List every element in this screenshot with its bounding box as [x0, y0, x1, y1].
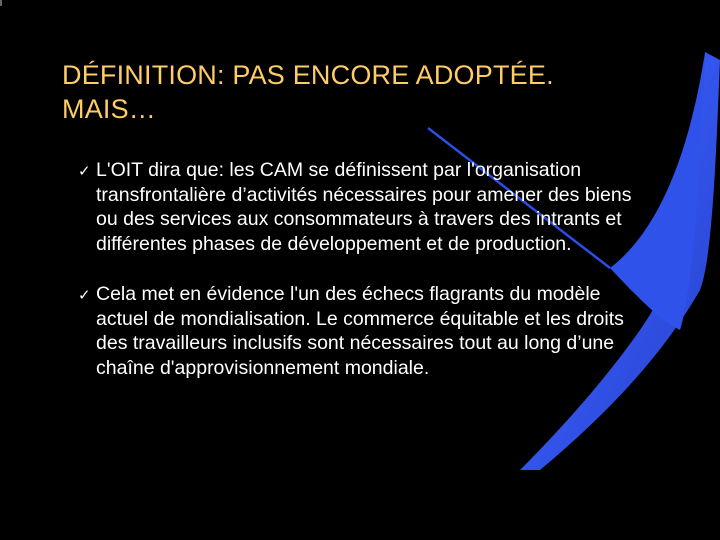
bullet-list — [78, 158, 642, 406]
slide-title-line2: MAIS… — [62, 94, 157, 124]
checkmark-icon: ✓ — [78, 287, 91, 304]
bullet-item-1 — [78, 158, 642, 256]
bullet-text-1: L'OIT dira que: les CAM se définissent par l'organisation transfrontalière d’activités nécessaires pour amener des biens ou des services aux consommateurs à travers des intrants et différentes phases de développement et de production. — [96, 159, 632, 255]
slide-title-line1: DÉFINITION: PAS ENCORE ADOPTÉE. — [62, 60, 554, 90]
slide-title — [62, 58, 662, 126]
corner-mark — [0, 0, 2, 6]
bullet-text-2: Cela met en évidence l'un des échecs flagrants du modèle actuel de mondialisation. Le commerce équitable et les droits des travailleurs inclusifs sont nécessaires tout au long d’une chaîne d'approvisionnement mondiale. — [96, 283, 624, 379]
checkmark-icon: ✓ — [78, 163, 91, 180]
bullet-item-2 — [78, 282, 642, 380]
